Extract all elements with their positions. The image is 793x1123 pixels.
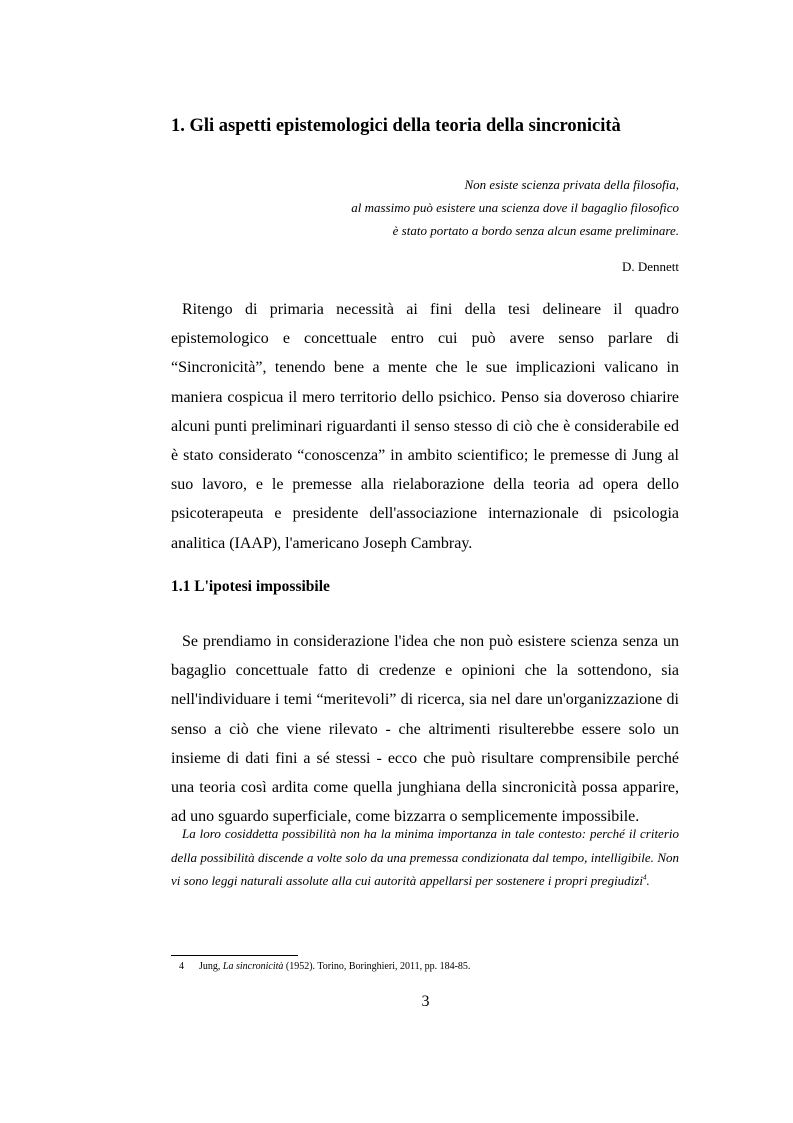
block-quote-text: La loro cosiddetta possibilità non ha la minima importanza in tale contesto: perché il criterio della possibilità discende a volte solo da una premessa condizionata dal tempo, intelligibile. Non vi sono leggi naturali assolute alla cui autorità appellarsi per sostenere i propri pregiudizi	[171, 826, 679, 888]
footnote-number: 4	[179, 961, 184, 972]
footnote-work-title: La sincronicità	[222, 961, 284, 972]
chapter-title: 1. Gli aspetti epistemologici della teoria della sincronicità	[171, 116, 621, 136]
page-number: 3	[421, 993, 430, 1010]
epigraph-line: Non esiste scienza privata della filosofia,	[464, 177, 679, 192]
epigraph-attribution: D. Dennett	[621, 259, 679, 274]
body-paragraph: Ritengo di primaria necessità ai fini della tesi delineare il quadro epistemologico e concettuale entro cui può avere senso parlare di “Sincronicità”, tenendo bene a mente che le sue implicazioni valicano in maniera cospicua il mero territorio dello psichico. Penso sia doveroso chiarire alcuni punti preliminari riguardanti il senso stesso di ciò che è considerabile ed è stato considerato “conoscenza” in ambito scientifico; le premesse di Jung al suo lavoro, e le premesse alla rielaborazione della teoria ad opera dello psicoterapeuta e presidente dell'associazione internazionale di psicologia analitica (IAAP), l'americano Joseph Cambray.	[171, 301, 679, 552]
footnote-divider	[171, 955, 298, 956]
footnote-reference[interactable]: 4	[642, 873, 647, 882]
footnote	[179, 960, 470, 974]
block-quote	[171, 822, 679, 893]
epigraph	[171, 173, 679, 242]
block-quote-end: .	[646, 873, 650, 888]
body-paragraph: Se prendiamo in considerazione l'idea che non può esistere scienza senza un bagaglio concettuale fatto di credenze e opinioni che la sottendono, sia nell'individuare i temi “meritevoli” di ricerca, sia nel dare un'organizzazione di senso a ciò che viene rilevato - che altrimenti risulterebbe essere solo un insieme di dati fini a sé stessi - ecco che può risultare comprensibile perché una teoria così ardita come quella junghiana della sincronicità possa apparire, ad uno sguardo superficiale, come bizzarra o semplicemente impossibile.	[171, 633, 679, 826]
epigraph-line: è stato portato a bordo senza alcun esame preliminare.	[392, 223, 679, 238]
section-title: 1.1 L'ipotesi impossibile	[171, 578, 330, 595]
epigraph-line: al massimo può esistere una scienza dove il bagaglio filosofico	[351, 200, 679, 215]
footnote-author: Jung,	[199, 961, 223, 972]
footnote-details: (1952). Torino, Boringhieri, 2011, pp. 184-85.	[283, 961, 471, 972]
